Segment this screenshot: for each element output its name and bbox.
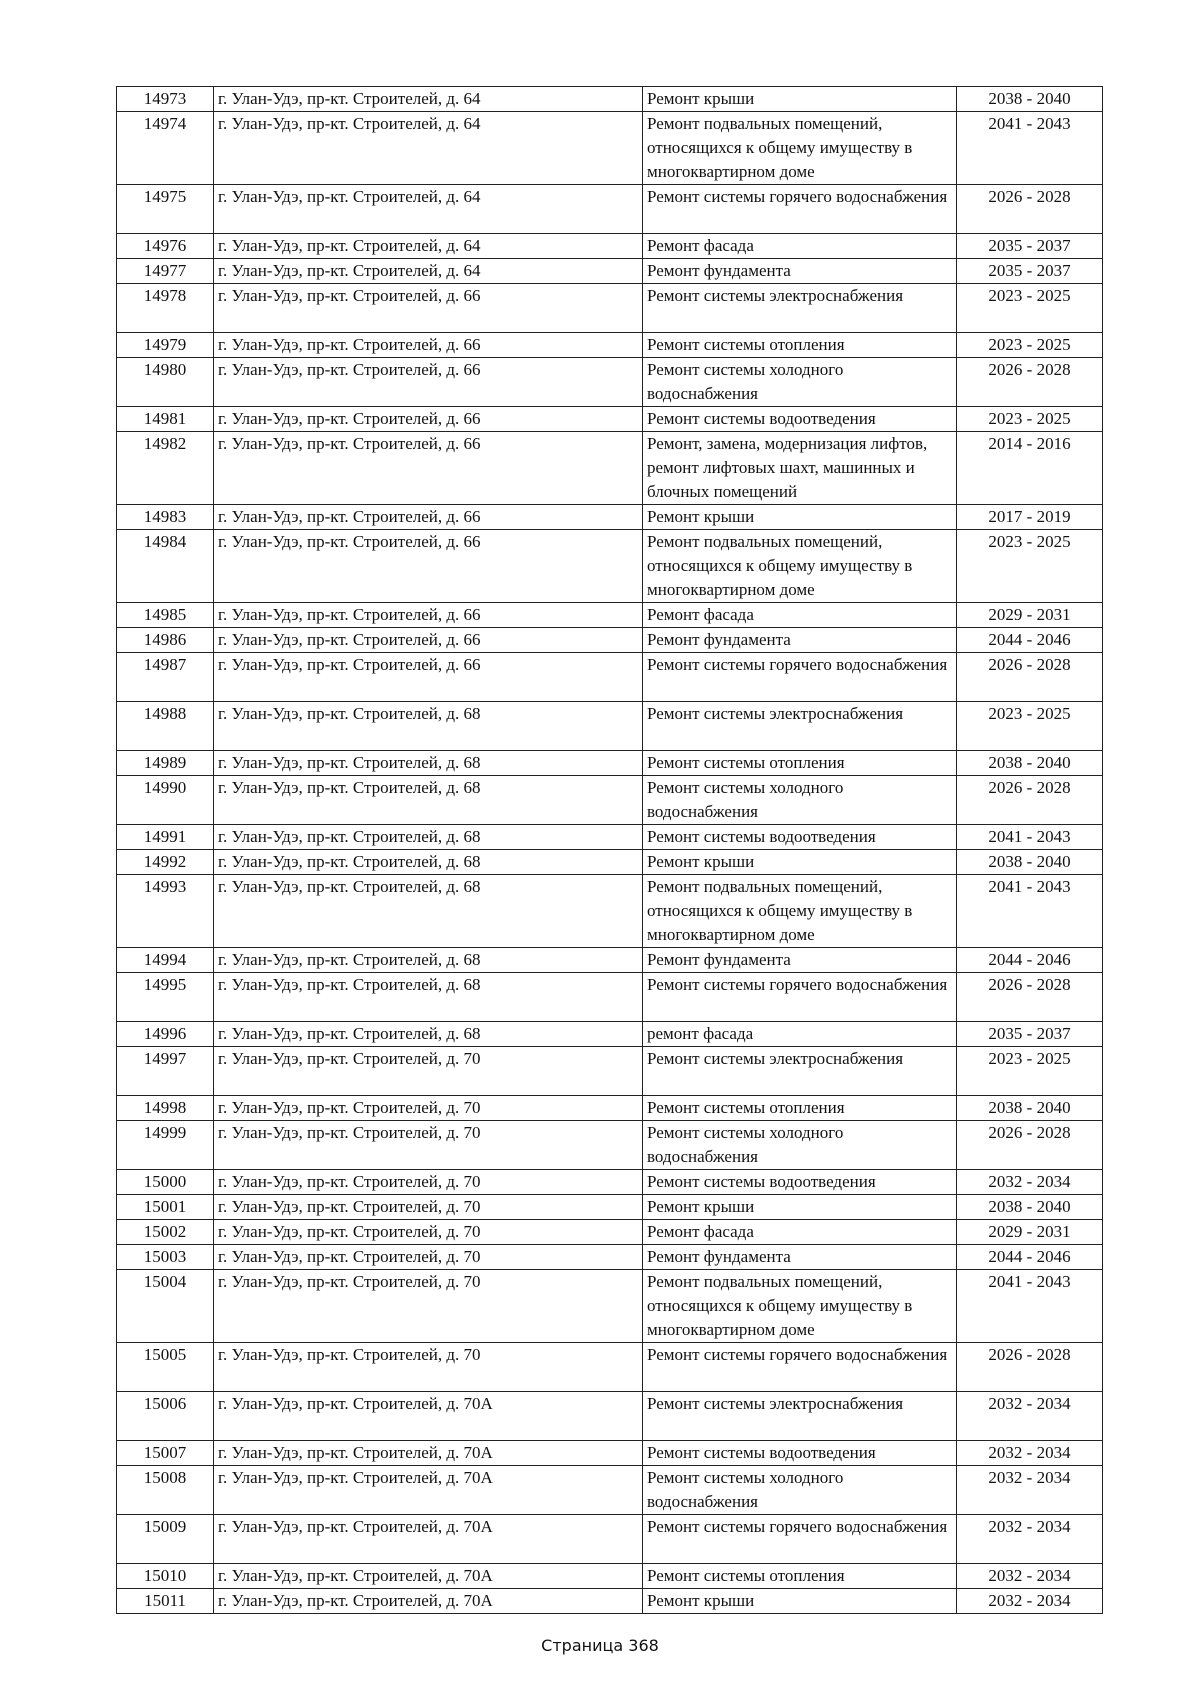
table-row [117, 1515, 1103, 1564]
row-number-cell: 15001 [117, 1195, 214, 1220]
table-row [117, 1195, 1103, 1220]
table-row [117, 234, 1103, 259]
address-cell: г. Улан-Удэ, пр-кт. Строителей, д. 70 [214, 1121, 643, 1170]
address-cell: г. Улан-Удэ, пр-кт. Строителей, д. 64 [214, 112, 643, 185]
row-number-cell: 14995 [117, 973, 214, 1022]
row-number-cell: 14973 [117, 87, 214, 112]
address-cell: г. Улан-Удэ, пр-кт. Строителей, д. 68 [214, 948, 643, 973]
row-number-cell: 14992 [117, 850, 214, 875]
table-row [117, 1245, 1103, 1270]
table-row [117, 1270, 1103, 1343]
period-cell: 2017 - 2019 [957, 505, 1103, 530]
period-cell: 2023 - 2025 [957, 407, 1103, 432]
table-row [117, 358, 1103, 407]
table-row [117, 1466, 1103, 1515]
period-cell: 2023 - 2025 [957, 1047, 1103, 1096]
table-row [117, 653, 1103, 702]
work-type-cell: Ремонт системы электроснабжения [643, 1047, 957, 1096]
work-type-cell: Ремонт системы водоотведения [643, 407, 957, 432]
address-cell: г. Улан-Удэ, пр-кт. Строителей, д. 70 [214, 1220, 643, 1245]
table-row [117, 112, 1103, 185]
address-cell: г. Улан-Удэ, пр-кт. Строителей, д. 66 [214, 603, 643, 628]
table-row [117, 1096, 1103, 1121]
row-number-cell: 14985 [117, 603, 214, 628]
address-cell: г. Улан-Удэ, пр-кт. Строителей, д. 68 [214, 973, 643, 1022]
work-type-cell: Ремонт фундамента [643, 1245, 957, 1270]
address-cell: г. Улан-Удэ, пр-кт. Строителей, д. 70 [214, 1170, 643, 1195]
period-cell: 2041 - 2043 [957, 875, 1103, 948]
period-cell: 2032 - 2034 [957, 1441, 1103, 1466]
table-row [117, 87, 1103, 112]
row-number-cell: 14998 [117, 1096, 214, 1121]
address-cell: г. Улан-Удэ, пр-кт. Строителей, д. 70А [214, 1564, 643, 1589]
row-number-cell: 14994 [117, 948, 214, 973]
row-number-cell: 14989 [117, 751, 214, 776]
address-cell: г. Улан-Удэ, пр-кт. Строителей, д. 66 [214, 284, 643, 333]
work-type-cell: Ремонт фундамента [643, 628, 957, 653]
period-cell: 2032 - 2034 [957, 1170, 1103, 1195]
row-number-cell: 14978 [117, 284, 214, 333]
row-number-cell: 14983 [117, 505, 214, 530]
period-cell: 2023 - 2025 [957, 530, 1103, 603]
period-cell: 2032 - 2034 [957, 1392, 1103, 1441]
table-row [117, 948, 1103, 973]
work-type-cell: Ремонт системы холодного водоснабжения [643, 358, 957, 407]
work-type-cell: Ремонт, замена, модернизация лифтов, ремонт лифтовых шахт, машинных и блочных помещений [643, 432, 957, 505]
address-cell: г. Улан-Удэ, пр-кт. Строителей, д. 66 [214, 333, 643, 358]
period-cell: 2026 - 2028 [957, 358, 1103, 407]
row-number-cell: 15008 [117, 1466, 214, 1515]
work-type-cell: Ремонт подвальных помещений, относящихся к общему имуществу в многоквартирном доме [643, 530, 957, 603]
work-type-cell: Ремонт системы холодного водоснабжения [643, 776, 957, 825]
period-cell: 2044 - 2046 [957, 948, 1103, 973]
row-number-cell: 14997 [117, 1047, 214, 1096]
period-cell: 2044 - 2046 [957, 1245, 1103, 1270]
period-cell: 2032 - 2034 [957, 1589, 1103, 1614]
page-number: Страница 368 [541, 1636, 659, 1655]
work-type-cell: Ремонт системы горячего водоснабжения [643, 185, 957, 234]
work-type-cell: Ремонт крыши [643, 850, 957, 875]
table-row [117, 1589, 1103, 1614]
row-number-cell: 14990 [117, 776, 214, 825]
period-cell: 2029 - 2031 [957, 1220, 1103, 1245]
table-row [117, 1121, 1103, 1170]
table-row [117, 1343, 1103, 1392]
row-number-cell: 14977 [117, 259, 214, 284]
table-row [117, 1220, 1103, 1245]
row-number-cell: 14981 [117, 407, 214, 432]
work-type-cell: Ремонт системы горячего водоснабжения [643, 653, 957, 702]
work-type-cell: Ремонт системы холодного водоснабжения [643, 1466, 957, 1515]
work-type-cell: Ремонт фасада [643, 1220, 957, 1245]
table-row [117, 603, 1103, 628]
table-row [117, 284, 1103, 333]
work-type-cell: Ремонт системы отопления [643, 1564, 957, 1589]
row-number-cell: 15005 [117, 1343, 214, 1392]
period-cell: 2032 - 2034 [957, 1564, 1103, 1589]
work-type-cell: Ремонт фундамента [643, 948, 957, 973]
address-cell: г. Улан-Удэ, пр-кт. Строителей, д. 68 [214, 751, 643, 776]
table-row [117, 628, 1103, 653]
row-number-cell: 14988 [117, 702, 214, 751]
period-cell: 2026 - 2028 [957, 185, 1103, 234]
address-cell: г. Улан-Удэ, пр-кт. Строителей, д. 70А [214, 1589, 643, 1614]
table-row [117, 1170, 1103, 1195]
work-type-cell: Ремонт подвальных помещений, относящихся к общему имуществу в многоквартирном доме [643, 875, 957, 948]
period-cell: 2038 - 2040 [957, 850, 1103, 875]
row-number-cell: 15004 [117, 1270, 214, 1343]
row-number-cell: 14999 [117, 1121, 214, 1170]
period-cell: 2041 - 2043 [957, 825, 1103, 850]
address-cell: г. Улан-Удэ, пр-кт. Строителей, д. 68 [214, 702, 643, 751]
period-cell: 2029 - 2031 [957, 603, 1103, 628]
table-row [117, 259, 1103, 284]
period-cell: 2035 - 2037 [957, 259, 1103, 284]
table-row [117, 530, 1103, 603]
row-number-cell: 15009 [117, 1515, 214, 1564]
address-cell: г. Улан-Удэ, пр-кт. Строителей, д. 68 [214, 1022, 643, 1047]
period-cell: 2038 - 2040 [957, 1195, 1103, 1220]
row-number-cell: 14975 [117, 185, 214, 234]
address-cell: г. Улан-Удэ, пр-кт. Строителей, д. 66 [214, 407, 643, 432]
period-cell: 2026 - 2028 [957, 776, 1103, 825]
row-number-cell: 15011 [117, 1589, 214, 1614]
address-cell: г. Улан-Удэ, пр-кт. Строителей, д. 64 [214, 87, 643, 112]
work-type-cell: Ремонт системы водоотведения [643, 825, 957, 850]
row-number-cell: 14982 [117, 432, 214, 505]
row-number-cell: 14974 [117, 112, 214, 185]
table-body [117, 87, 1103, 1614]
row-number-cell: 14993 [117, 875, 214, 948]
work-type-cell: Ремонт крыши [643, 1589, 957, 1614]
period-cell: 2023 - 2025 [957, 702, 1103, 751]
period-cell: 2014 - 2016 [957, 432, 1103, 505]
table-row [117, 875, 1103, 948]
period-cell: 2026 - 2028 [957, 653, 1103, 702]
address-cell: г. Улан-Удэ, пр-кт. Строителей, д. 64 [214, 234, 643, 259]
row-number-cell: 14976 [117, 234, 214, 259]
table-row [117, 776, 1103, 825]
period-cell: 2041 - 2043 [957, 1270, 1103, 1343]
period-cell: 2035 - 2037 [957, 1022, 1103, 1047]
address-cell: г. Улан-Удэ, пр-кт. Строителей, д. 70 [214, 1343, 643, 1392]
work-type-cell: Ремонт системы электроснабжения [643, 702, 957, 751]
work-type-cell: Ремонт крыши [643, 87, 957, 112]
work-type-cell: Ремонт системы электроснабжения [643, 1392, 957, 1441]
period-cell: 2038 - 2040 [957, 87, 1103, 112]
table-row [117, 825, 1103, 850]
row-number-cell: 14987 [117, 653, 214, 702]
address-cell: г. Улан-Удэ, пр-кт. Строителей, д. 68 [214, 850, 643, 875]
address-cell: г. Улан-Удэ, пр-кт. Строителей, д. 66 [214, 505, 643, 530]
period-cell: 2023 - 2025 [957, 333, 1103, 358]
work-type-cell: ремонт фасада [643, 1022, 957, 1047]
table-row [117, 1047, 1103, 1096]
address-cell: г. Улан-Удэ, пр-кт. Строителей, д. 70А [214, 1466, 643, 1515]
period-cell: 2026 - 2028 [957, 1343, 1103, 1392]
table-row [117, 973, 1103, 1022]
address-cell: г. Улан-Удэ, пр-кт. Строителей, д. 70А [214, 1392, 643, 1441]
address-cell: г. Улан-Удэ, пр-кт. Строителей, д. 68 [214, 825, 643, 850]
row-number-cell: 15002 [117, 1220, 214, 1245]
row-number-cell: 14996 [117, 1022, 214, 1047]
address-cell: г. Улан-Удэ, пр-кт. Строителей, д. 64 [214, 259, 643, 284]
address-cell: г. Улан-Удэ, пр-кт. Строителей, д. 70А [214, 1515, 643, 1564]
work-type-cell: Ремонт системы водоотведения [643, 1441, 957, 1466]
address-cell: г. Улан-Удэ, пр-кт. Строителей, д. 70А [214, 1441, 643, 1466]
table-row [117, 1564, 1103, 1589]
work-type-cell: Ремонт системы отопления [643, 1096, 957, 1121]
work-type-cell: Ремонт системы горячего водоснабжения [643, 973, 957, 1022]
period-cell: 2044 - 2046 [957, 628, 1103, 653]
work-type-cell: Ремонт подвальных помещений, относящихся к общему имуществу в многоквартирном доме [643, 1270, 957, 1343]
period-cell: 2023 - 2025 [957, 284, 1103, 333]
row-number-cell: 14984 [117, 530, 214, 603]
address-cell: г. Улан-Удэ, пр-кт. Строителей, д. 70 [214, 1047, 643, 1096]
work-type-cell: Ремонт системы горячего водоснабжения [643, 1343, 957, 1392]
table-row [117, 407, 1103, 432]
work-type-cell: Ремонт системы отопления [643, 333, 957, 358]
work-type-cell: Ремонт системы электроснабжения [643, 284, 957, 333]
address-cell: г. Улан-Удэ, пр-кт. Строителей, д. 66 [214, 628, 643, 653]
row-number-cell: 15003 [117, 1245, 214, 1270]
table-row [117, 333, 1103, 358]
table-row [117, 185, 1103, 234]
address-cell: г. Улан-Удэ, пр-кт. Строителей, д. 66 [214, 432, 643, 505]
row-number-cell: 15010 [117, 1564, 214, 1589]
table-row [117, 1022, 1103, 1047]
row-number-cell: 15007 [117, 1441, 214, 1466]
address-cell: г. Улан-Удэ, пр-кт. Строителей, д. 64 [214, 185, 643, 234]
row-number-cell: 15006 [117, 1392, 214, 1441]
work-type-cell: Ремонт крыши [643, 505, 957, 530]
work-type-cell: Ремонт фасада [643, 603, 957, 628]
period-cell: 2038 - 2040 [957, 751, 1103, 776]
period-cell: 2038 - 2040 [957, 1096, 1103, 1121]
table-row [117, 505, 1103, 530]
address-cell: г. Улан-Удэ, пр-кт. Строителей, д. 66 [214, 358, 643, 407]
address-cell: г. Улан-Удэ, пр-кт. Строителей, д. 70 [214, 1096, 643, 1121]
period-cell: 2026 - 2028 [957, 1121, 1103, 1170]
period-cell: 2041 - 2043 [957, 112, 1103, 185]
period-cell: 2032 - 2034 [957, 1466, 1103, 1515]
address-cell: г. Улан-Удэ, пр-кт. Строителей, д. 70 [214, 1270, 643, 1343]
row-number-cell: 14979 [117, 333, 214, 358]
address-cell: г. Улан-Удэ, пр-кт. Строителей, д. 70 [214, 1195, 643, 1220]
period-cell: 2026 - 2028 [957, 973, 1103, 1022]
work-type-cell: Ремонт системы отопления [643, 751, 957, 776]
table-row [117, 1441, 1103, 1466]
row-number-cell: 14980 [117, 358, 214, 407]
work-type-cell: Ремонт системы водоотведения [643, 1170, 957, 1195]
work-type-cell: Ремонт системы холодного водоснабжения [643, 1121, 957, 1170]
work-type-cell: Ремонт подвальных помещений, относящихся к общему имуществу в многоквартирном доме [643, 112, 957, 185]
address-cell: г. Улан-Удэ, пр-кт. Строителей, д. 68 [214, 776, 643, 825]
table-row [117, 850, 1103, 875]
row-number-cell: 14986 [117, 628, 214, 653]
table-row [117, 702, 1103, 751]
period-cell: 2035 - 2037 [957, 234, 1103, 259]
address-cell: г. Улан-Удэ, пр-кт. Строителей, д. 66 [214, 530, 643, 603]
table-row [117, 751, 1103, 776]
address-cell: г. Улан-Удэ, пр-кт. Строителей, д. 68 [214, 875, 643, 948]
table-row [117, 432, 1103, 505]
capital-repair-table [116, 86, 1103, 1614]
table-row [117, 1392, 1103, 1441]
work-type-cell: Ремонт системы горячего водоснабжения [643, 1515, 957, 1564]
address-cell: г. Улан-Удэ, пр-кт. Строителей, д. 66 [214, 653, 643, 702]
work-type-cell: Ремонт фасада [643, 234, 957, 259]
period-cell: 2032 - 2034 [957, 1515, 1103, 1564]
work-type-cell: Ремонт крыши [643, 1195, 957, 1220]
work-type-cell: Ремонт фундамента [643, 259, 957, 284]
address-cell: г. Улан-Удэ, пр-кт. Строителей, д. 70 [214, 1245, 643, 1270]
row-number-cell: 15000 [117, 1170, 214, 1195]
row-number-cell: 14991 [117, 825, 214, 850]
